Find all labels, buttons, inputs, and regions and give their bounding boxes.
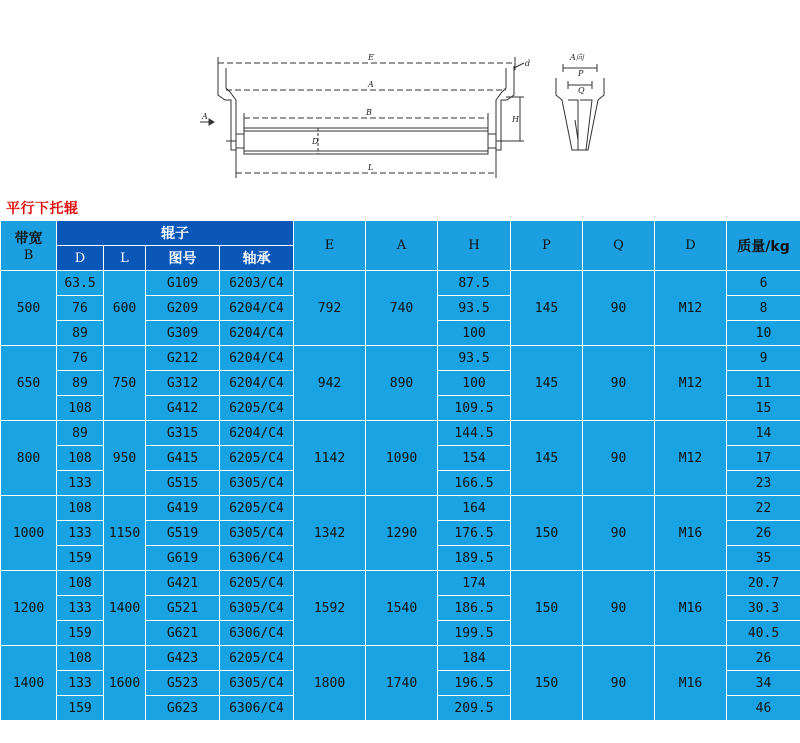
header-roller: 辊子: [57, 221, 294, 246]
cell-roller-d: 76: [57, 296, 104, 321]
cell-belt-width: 1400: [1, 646, 57, 721]
cell-roller-d: 133: [57, 471, 104, 496]
cell-mass: 40.5: [727, 621, 800, 646]
cell-bolt: M12: [655, 271, 727, 346]
cell-drawing-no: G109: [146, 271, 220, 296]
cell-bearing: 6306/C4: [220, 546, 294, 571]
roller-technical-drawing: [0, 0, 800, 190]
cell-belt-width: 1200: [1, 571, 57, 646]
cell-drawing-no: G521: [146, 596, 220, 621]
cell-bearing: 6204/C4: [220, 296, 294, 321]
cell-bolt: M12: [655, 346, 727, 421]
cell-q: 90: [583, 346, 655, 421]
cell-mass: 8: [727, 296, 800, 321]
dim-label-a: A: [368, 80, 374, 89]
cell-bearing: 6205/C4: [220, 496, 294, 521]
header-e: E: [294, 221, 366, 271]
cell-h: 154: [438, 446, 511, 471]
cell-roller-d: 159: [57, 696, 104, 721]
cell-drawing-no: G412: [146, 396, 220, 421]
cell-mass: 20.7: [727, 571, 800, 596]
cell-roller-d: 76: [57, 346, 104, 371]
cell-h: 144.5: [438, 421, 511, 446]
cell-bearing: 6204/C4: [220, 421, 294, 446]
cell-h: 176.5: [438, 521, 511, 546]
cell-drawing-no: G519: [146, 521, 220, 546]
cell-h: 174: [438, 571, 511, 596]
cell-drawing-no: G212: [146, 346, 220, 371]
cell-bearing: 6306/C4: [220, 621, 294, 646]
header-roller-l: L: [104, 246, 146, 271]
cell-roller-l: 600: [104, 271, 146, 346]
cell-mass: 10: [727, 321, 800, 346]
cell-p: 150: [511, 571, 583, 646]
cell-roller-l: 950: [104, 421, 146, 496]
cell-roller-d: 108: [57, 646, 104, 671]
header-a: A: [366, 221, 438, 271]
cell-roller-d: 159: [57, 546, 104, 571]
cell-bolt: M12: [655, 421, 727, 496]
table-row: [1, 346, 800, 371]
cell-belt-width: 650: [1, 346, 57, 421]
cell-roller-d: 133: [57, 521, 104, 546]
table-row: [1, 646, 800, 671]
cell-drawing-no: G523: [146, 671, 220, 696]
cell-roller-d: 108: [57, 396, 104, 421]
cell-mass: 46: [727, 696, 800, 721]
cell-drawing-no: G515: [146, 471, 220, 496]
cell-a: 740: [366, 271, 438, 346]
cell-h: 189.5: [438, 546, 511, 571]
cell-roller-d: 108: [57, 571, 104, 596]
section-title: 平行下托辊: [6, 201, 79, 217]
cell-q: 90: [583, 421, 655, 496]
cell-p: 145: [511, 421, 583, 496]
cell-roller-l: 1400: [104, 571, 146, 646]
cell-e: 1342: [294, 496, 366, 571]
side-view-title: A向: [570, 53, 584, 62]
cell-q: 90: [583, 496, 655, 571]
cell-roller-d: 89: [57, 321, 104, 346]
table-row: [1, 271, 800, 296]
cell-bolt: M16: [655, 496, 727, 571]
cell-h: 87.5: [438, 271, 511, 296]
cell-roller-d: 133: [57, 671, 104, 696]
cell-bearing: 6306/C4: [220, 696, 294, 721]
cell-a: 890: [366, 346, 438, 421]
dim-label-e: E: [368, 53, 374, 62]
header-belt-width-label: 带宽: [14, 231, 43, 247]
cell-bearing: 6305/C4: [220, 671, 294, 696]
cell-q: 90: [583, 271, 655, 346]
view-arrow-label: A: [202, 112, 208, 121]
cell-bolt: M16: [655, 571, 727, 646]
cell-e: 1800: [294, 646, 366, 721]
cell-h: 196.5: [438, 671, 511, 696]
cell-drawing-no: G423: [146, 646, 220, 671]
cell-roller-d: 89: [57, 421, 104, 446]
cell-mass: 23: [727, 471, 800, 496]
cell-drawing-no: G623: [146, 696, 220, 721]
roller-spec-table: [0, 220, 800, 721]
cell-h: 93.5: [438, 346, 511, 371]
table-row: [1, 496, 800, 521]
dim-label-h: H: [512, 115, 519, 124]
cell-roller-d: 108: [57, 446, 104, 471]
cell-h: 100: [438, 321, 511, 346]
cell-q: 90: [583, 646, 655, 721]
cell-bearing: 6204/C4: [220, 321, 294, 346]
cell-roller-d: 89: [57, 371, 104, 396]
cell-bearing: 6305/C4: [220, 596, 294, 621]
cell-h: 164: [438, 496, 511, 521]
cell-drawing-no: G619: [146, 546, 220, 571]
header-belt-width-symbol: B: [23, 248, 34, 263]
cell-mass: 15: [727, 396, 800, 421]
cell-a: 1540: [366, 571, 438, 646]
cell-bearing: 6205/C4: [220, 646, 294, 671]
cell-bearing: 6305/C4: [220, 521, 294, 546]
cell-mass: 11: [727, 371, 800, 396]
cell-bearing: 6205/C4: [220, 396, 294, 421]
cell-a: 1290: [366, 496, 438, 571]
table-row: [1, 421, 800, 446]
cell-bolt: M16: [655, 646, 727, 721]
header-bolt-d: D: [655, 221, 727, 271]
cell-mass: 22: [727, 496, 800, 521]
side-label-p: P: [578, 69, 584, 78]
cell-roller-l: 1600: [104, 646, 146, 721]
cell-mass: 30.3: [727, 596, 800, 621]
side-label-q: Q: [578, 86, 585, 95]
cell-h: 209.5: [438, 696, 511, 721]
cell-roller-l: 1150: [104, 496, 146, 571]
cell-h: 100: [438, 371, 511, 396]
dim-label-d-bolt: d: [525, 59, 531, 68]
cell-drawing-no: G312: [146, 371, 220, 396]
cell-mass: 17: [727, 446, 800, 471]
cell-roller-l: 750: [104, 346, 146, 421]
cell-h: 184: [438, 646, 511, 671]
cell-mass: 9: [727, 346, 800, 371]
cell-a: 1740: [366, 646, 438, 721]
cell-e: 942: [294, 346, 366, 421]
cell-roller-d: 159: [57, 621, 104, 646]
cell-drawing-no: G419: [146, 496, 220, 521]
cell-bearing: 6204/C4: [220, 346, 294, 371]
cell-roller-d: 133: [57, 596, 104, 621]
cell-drawing-no: G621: [146, 621, 220, 646]
table-row: [1, 571, 800, 596]
cell-roller-d: 108: [57, 496, 104, 521]
cell-p: 150: [511, 646, 583, 721]
cell-a: 1090: [366, 421, 438, 496]
cell-bearing: 6205/C4: [220, 446, 294, 471]
header-drawing-no: 图号: [146, 246, 220, 271]
cell-bearing: 6204/C4: [220, 371, 294, 396]
header-mass: 质量/kg: [727, 221, 800, 271]
cell-p: 145: [511, 346, 583, 421]
cell-p: 150: [511, 496, 583, 571]
dim-label-l: L: [368, 163, 374, 172]
cell-q: 90: [583, 571, 655, 646]
cell-mass: 34: [727, 671, 800, 696]
dim-label-b: B: [366, 108, 372, 117]
cell-h: 199.5: [438, 621, 511, 646]
header-q: Q: [583, 221, 655, 271]
cell-belt-width: 500: [1, 271, 57, 346]
cell-belt-width: 800: [1, 421, 57, 496]
cell-mass: 14: [727, 421, 800, 446]
cell-drawing-no: G421: [146, 571, 220, 596]
cell-mass: 26: [727, 521, 800, 546]
cell-h: 186.5: [438, 596, 511, 621]
cell-drawing-no: G415: [146, 446, 220, 471]
header-bearing: 轴承: [220, 246, 294, 271]
cell-mass: 35: [727, 546, 800, 571]
cell-h: 166.5: [438, 471, 511, 496]
header-p: P: [511, 221, 583, 271]
cell-belt-width: 1000: [1, 496, 57, 571]
cell-drawing-no: G209: [146, 296, 220, 321]
dim-label-d: D: [312, 137, 319, 146]
cell-mass: 6: [727, 271, 800, 296]
cell-bearing: 6305/C4: [220, 471, 294, 496]
header-h: H: [438, 221, 511, 271]
cell-drawing-no: G309: [146, 321, 220, 346]
front-view-drawing: [0, 0, 800, 190]
cell-bearing: 6203/C4: [220, 271, 294, 296]
cell-bearing: 6205/C4: [220, 571, 294, 596]
cell-e: 1592: [294, 571, 366, 646]
cell-h: 109.5: [438, 396, 511, 421]
header-belt-width: [1, 221, 57, 271]
cell-e: 1142: [294, 421, 366, 496]
cell-e: 792: [294, 271, 366, 346]
cell-mass: 26: [727, 646, 800, 671]
cell-h: 93.5: [438, 296, 511, 321]
cell-roller-d: 63.5: [57, 271, 104, 296]
cell-drawing-no: G315: [146, 421, 220, 446]
cell-p: 145: [511, 271, 583, 346]
header-roller-d: D: [57, 246, 104, 271]
